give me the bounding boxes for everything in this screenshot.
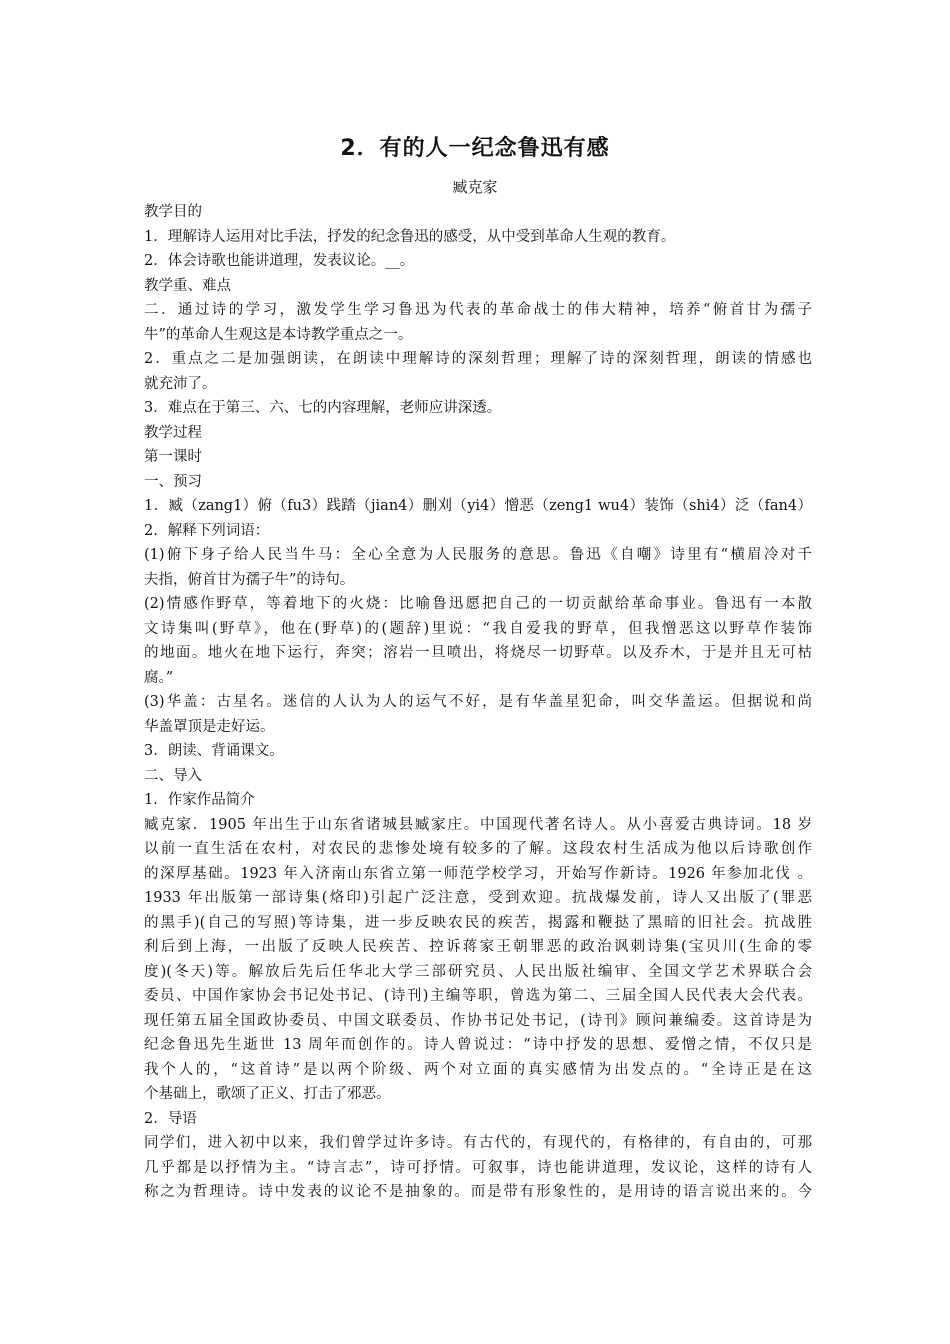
text-line: 牛”的革命人生观这是本诗教学重点之一。 <box>144 326 413 343</box>
text-line: 第一课时 <box>144 449 202 465</box>
text-line: 一、预习 <box>144 473 202 490</box>
text-line: 度)(冬天)等。解放后先后任华北大学三部研究员、人民出版社编审、全国文学艺术界联合会 <box>144 963 812 980</box>
text-line: 二、导入 <box>144 767 202 784</box>
text-line: (1)俯下身子给人民当牛马：全心全意为人民服务的意思。鲁迅《自嘲》诗里有“横眉冷对千 <box>144 547 812 563</box>
text-line: 华盖罩顶是走好运。 <box>144 718 275 735</box>
text-line: 称之为哲理诗。诗中发表的议论不是抽象的。而是带有形象性的，是用诗的语言说出来的。今 <box>144 1184 812 1200</box>
text-line: 同学们，进入初中以来，我们曾学过许多诗。有古代的，有现代的，有格律的，有自由的，可那 <box>144 1135 812 1151</box>
text-line: 文诗集叫(野草》，他在(野草)的(题辞)里说：“我自爱我的野草，但我憎恶这以野草作装饰 <box>144 620 812 637</box>
text-line: 委员、中国作家协会书记处书记、(诗刊)主编等职，曾选为第二、三届全国人民代表大会代表。 <box>144 988 812 1004</box>
text-line: 3．难点在于第三、六、七的内容理解，老师应讲深透。 <box>144 400 502 416</box>
text-line: (2)情感作野草，等着地下的火烧：比喻鲁迅愿把自己的一切贡献给革命事业。鲁迅有一本散 <box>144 596 812 612</box>
text-line: 夫指，俯首甘为孺子牛”的诗句。 <box>144 571 355 588</box>
text-line: 2．重点之二是加强朗读，在朗读中理解诗的深刻哲理；理解了诗的深刻哲理，朗读的情感也 <box>144 351 812 367</box>
text-line: 臧克家．1905 年出生于山东省诸城县臧家庄。中国现代著名诗人。从小喜爱古典诗词。18 岁 <box>144 816 812 833</box>
text-line: 教学重、难点 <box>144 277 231 294</box>
text-line: 二．通过诗的学习，激发学生学习鲁迅为代表的革命战士的伟大精神，培养“俯首甘为孺子 <box>144 302 812 318</box>
text-line: 现任第五届全国政协委员、中国文联委员、作协书记处书记，(诗刊》顾问兼编委。这首诗是为 <box>144 1012 812 1029</box>
text-line: 的黑手)(自己的写照)等诗集，进一步反映农民的疾苦，揭露和鞭挞了黑暗的旧社会。抗战胜 <box>144 914 812 931</box>
text-line: 我个人的，“这首诗”是以两个阶级、两个对立面的真实感情为出发点的。“全诗正是在这 <box>144 1061 812 1078</box>
text-line: 个基础上，歌颂了正义、打击了邪恶。 <box>144 1086 391 1102</box>
text-line: 的地面。地火在地下运行，奔突；溶岩一旦喷出，将烧尽一切野草。以及乔木，于是并且无可枯 <box>144 645 812 661</box>
text-line: 1．臧（zang1）俯（fu3）践踏（jian4）删刈（yi4）憎恶（zeng1 wu4）装饰（shi4）泛（fan4） <box>144 498 812 514</box>
document-title: 2．有的人一纪念鲁迅有感 <box>340 136 610 161</box>
text-line: 1．理解诗人运用对比手法，抒发的纪念鲁迅的感受，从中受到革命人生观的教育。 <box>144 228 676 245</box>
text-line: (3)华盖：古星名。迷信的人认为人的运气不好，是有华盖星犯命，叫交华盖运。但据说和尚 <box>144 694 812 710</box>
document-body <box>144 200 812 1205</box>
text-line: 3．朗读、背诵课文。 <box>144 743 284 759</box>
text-line: 2．体会诗歌也能讲道理，发表议论。__。 <box>144 253 415 269</box>
text-line: 教学目的 <box>144 204 202 220</box>
text-line: 1933 年出版第一部诗集(烙印)引起广泛注意，受到欢迎。抗战爆发前，诗人又出版了(罪恶 <box>144 890 812 906</box>
text-line: 就充沛了。 <box>144 375 217 392</box>
text-line: 的深厚基础。1923 年入济南山东省立第一师范学校学习，开始写作新诗。1926 年参加北伐 。 <box>144 865 812 882</box>
text-line: 几乎都是以抒情为主。“诗言志”，诗可抒情。可叙事，诗也能讲道理，发议论，这样的诗有人 <box>144 1159 812 1176</box>
text-line: 1．作家作品简介 <box>144 792 255 808</box>
text-line: 纪念鲁迅先生逝世 13 周年而创作的。诗人曾说过：“诗中抒发的思想、爱憎之情，不仅只是 <box>144 1037 812 1053</box>
text-line: 2．解释下列词语： <box>144 522 270 539</box>
text-line: 利后到上海，一出版了反映人民疾苦、控诉蒋家王朝罪恶的政治讽刺诗集(宝贝川(生命的零 <box>144 939 812 955</box>
text-line: 腐。” <box>144 669 174 686</box>
text-line: 以前一直生活在农村，对农民的悲惨处境有较多的了解。这段农村生活成为他以后诗歌创作 <box>144 841 812 857</box>
document-author: 臧克家 <box>452 178 498 196</box>
text-line: 2．导语 <box>144 1110 197 1127</box>
text-line: 教学过程 <box>144 424 202 441</box>
